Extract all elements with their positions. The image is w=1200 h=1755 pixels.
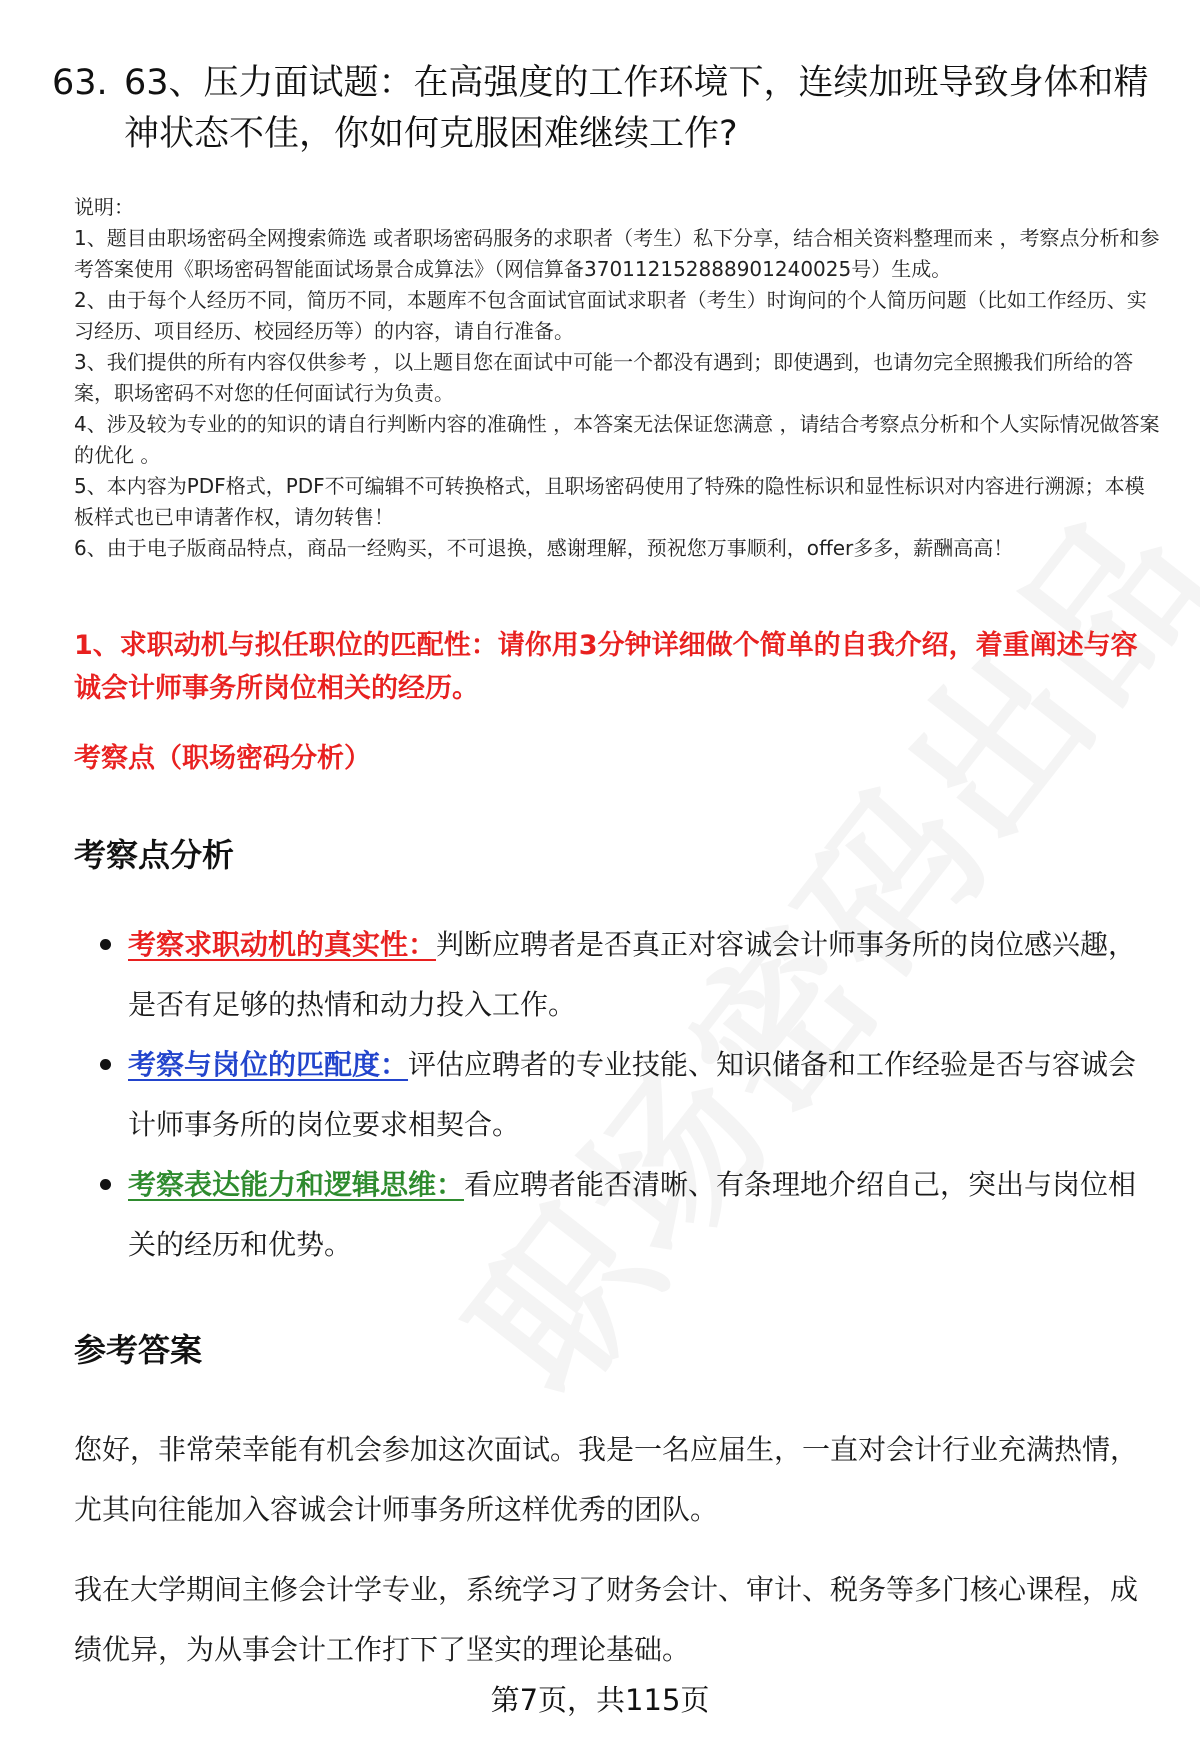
bullet-dot-icon bbox=[100, 1179, 111, 1190]
bullet-label: 考察与岗位的匹配度： bbox=[128, 1048, 409, 1081]
bullet-text: 看应聘者能否清晰、有条理地介绍自己，突出与岗位相关的经历和优势。 bbox=[128, 1168, 1137, 1261]
analysis-heading: 考察点分析 bbox=[74, 836, 235, 874]
note-item: 4、涉及较为专业的的知识的请自行判断内容的准确性 ，本答案无法保证您满意 ，请结合考察点分析和个人实际情况做答案的优化 。 bbox=[74, 412, 1160, 467]
answer-paragraph: 您好，非常荣幸能有机会参加这次面试。我是一名应届生，一直对会计行业充满热情，尤其向往能加入容诚会计师事务所这样优秀的团队。 bbox=[74, 1433, 1139, 1526]
question-title bbox=[52, 58, 1152, 160]
analysis-bullet bbox=[74, 1035, 1164, 1155]
bullet-label: 考察表达能力和逻辑思维： bbox=[128, 1168, 465, 1201]
bullet-dot-icon bbox=[100, 1059, 111, 1070]
answer-paragraph: 我在大学期间主修会计学专业，系统学习了财务会计、审计、税务等多门核心课程，成绩优异，为从事会计工作打下了坚实的理论基础。 bbox=[74, 1573, 1139, 1666]
bullet-label: 考察求职动机的真实性： bbox=[128, 928, 437, 961]
sub-question: 1、求职动机与拟任职位的匹配性：请你用3分钟详细做个简单的自我介绍，着重阐述与容诚会计师事务所岗位相关的经历。 bbox=[74, 630, 1138, 704]
page-footer: 第7页，共115页 bbox=[490, 1683, 710, 1717]
bullet-dot-icon bbox=[100, 939, 111, 950]
note-item: 1、题目由职场密码全网搜索筛选 或者职场密码服务的求职者（考生）私下分享，结合相关资料整理而来 ，考察点分析和参考答案使用《职场密码智能面试场景合成算法》（网信算备370112152888901240025号）生成。 bbox=[74, 226, 1160, 281]
note-item: 6、由于电子版商品特点，商品一经购买，不可退换，感谢理解，预祝您万事顺利，offer多多，薪酬高高！ bbox=[74, 536, 1014, 560]
analysis-bullet bbox=[74, 1155, 1164, 1275]
analysis-bullet bbox=[74, 915, 1164, 1035]
question-text: 63、压力面试题：在高强度的工作环境下，连续加班导致身体和精神状态不佳，你如何克服困难继续工作? bbox=[124, 63, 1149, 154]
question-number: 63. bbox=[52, 63, 108, 103]
analysis-list bbox=[74, 915, 1164, 1275]
note-item: 3、我们提供的所有内容仅供参考 ，以上题目您在面试中可能一个都没有遇到；即使遇到，也请勿完全照搬我们所给的答案，职场密码不对您的任何面试行为负责。 bbox=[74, 350, 1134, 405]
bullet-text: 判断应聘者是否真正对容诚会计师事务所的岗位感兴趣，是否有足够的热情和动力投入工作。 bbox=[128, 928, 1137, 1021]
notes-block bbox=[74, 192, 1164, 564]
exam-point-label: 考察点（职场密码分析） bbox=[74, 743, 371, 774]
note-item: 2、由于每个人经历不同，简历不同，本题库不包含面试官面试求职者（考生）时询问的个人简历问题（比如工作经历、实习经历、项目经历、校园经历等）的内容，请自行准备。 bbox=[74, 288, 1147, 343]
notes-title: 说明： bbox=[74, 195, 134, 219]
bullet-text: 评估应聘者的专业技能、知识储备和工作经验是否与容诚会计师事务所的岗位要求相契合。 bbox=[128, 1048, 1137, 1141]
answer-heading: 参考答案 bbox=[74, 1331, 203, 1369]
note-item: 5、本内容为PDF格式，PDF不可编辑不可转换格式，且职场密码使用了特殊的隐性标识和显性标识对内容进行溯源；本模板样式也已申请著作权，请勿转售！ bbox=[74, 474, 1145, 529]
